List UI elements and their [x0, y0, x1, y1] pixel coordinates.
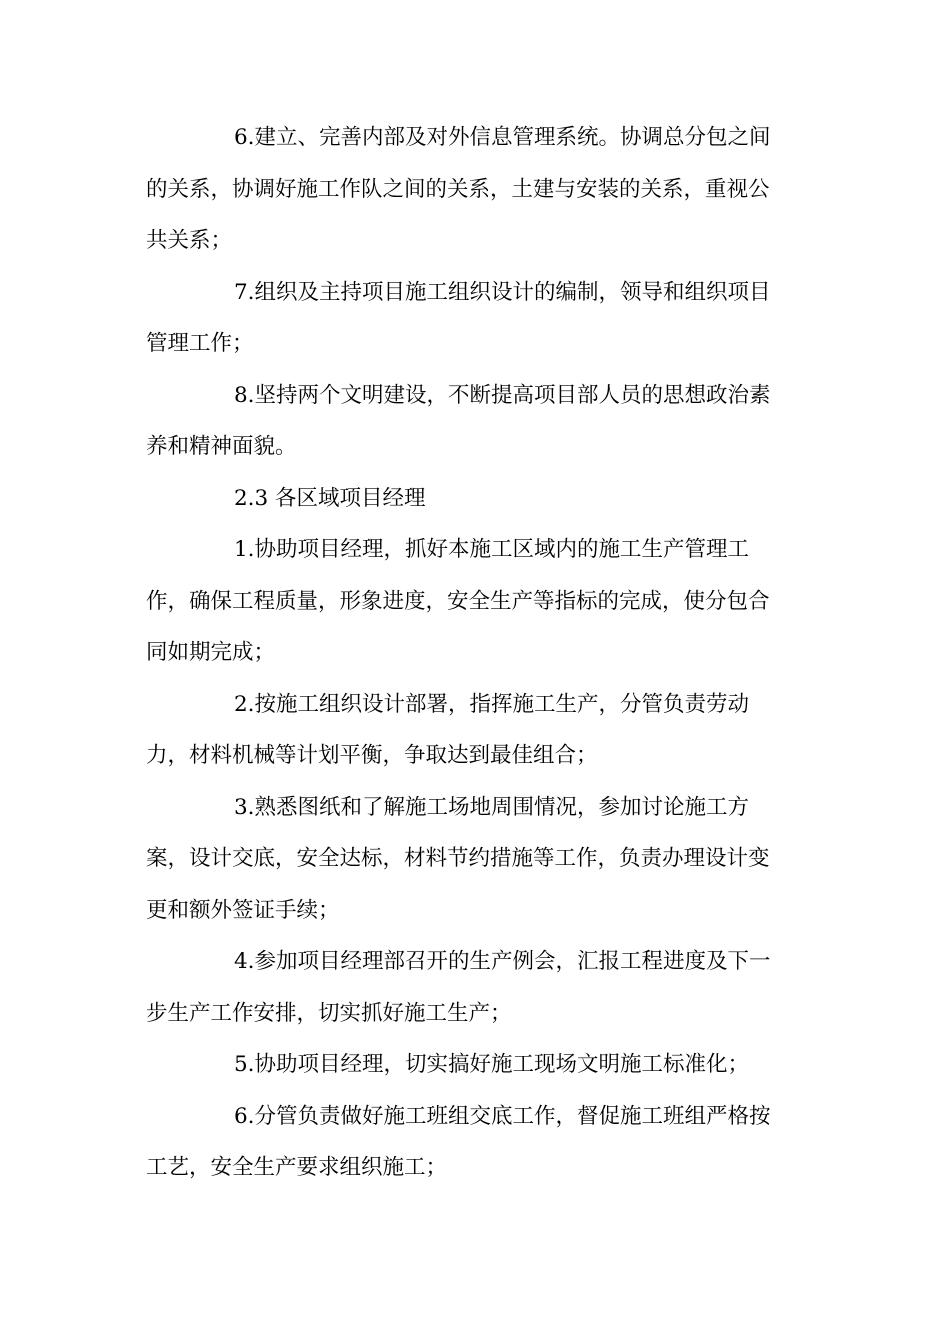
text-line: 同如期完成； — [146, 640, 276, 665]
text-line: 共关系； — [146, 228, 233, 253]
text-line: 5.协助项目经理，切实搞好施工现场文明施工标准化； — [234, 1052, 750, 1077]
text-line: 1.协助项目经理，抓好本施工区域内的施工生产管理工 — [234, 537, 750, 562]
text-line: 6.分管负责做好施工班组交底工作，督促施工班组严格按 — [234, 1103, 771, 1129]
text-line: 的关系，协调好施工作队之间的关系，土建与安装的关系，重视公 — [146, 176, 770, 202]
paragraph — [146, 782, 806, 937]
document-body — [146, 112, 806, 1194]
text-line: 养和精神面貌。 — [146, 434, 297, 459]
paragraph — [146, 679, 806, 782]
text-line: 更和额外签证手续； — [146, 897, 340, 923]
text-line: 管理工作； — [146, 331, 254, 356]
paragraph — [146, 1091, 806, 1194]
paragraph — [146, 370, 806, 473]
paragraph — [146, 112, 806, 267]
text-line: 7.组织及主持项目施工组织设计的编制，领导和组织项目 — [234, 279, 771, 305]
text-line: 8.坚持两个文明建设，不断提高项目部人员的思想政治素 — [234, 382, 771, 408]
text-line: 案，设计交底，安全达标，材料节约措施等工作，负责办理设计变 — [146, 846, 770, 871]
text-line: 3.熟悉图纸和了解施工场地周围情况，参加讨论施工方 — [234, 794, 750, 820]
text-line: 2.按施工组织设计部署，指挥施工生产，分管负责劳动 — [234, 691, 750, 717]
text-line: 工艺，安全生产要求组织施工； — [146, 1155, 448, 1180]
section-heading — [146, 473, 806, 525]
paragraph — [146, 267, 806, 370]
text-line: 4.参加项目经理部召开的生产例会，汇报工程进度及下一 — [234, 949, 771, 974]
text-line: 作，确保工程质量，形象进度，安全生产等指标的完成，使分包合 — [146, 588, 770, 614]
text-line: 力，材料机械等计划平衡，争取达到最佳组合； — [146, 743, 598, 768]
text-line: 6.建立、完善内部及对外信息管理系统。协调总分包之间 — [234, 125, 771, 150]
paragraph — [146, 936, 806, 1039]
paragraph — [146, 1039, 806, 1091]
paragraph — [146, 524, 806, 679]
text-line: 步生产工作安排，切实抓好施工生产； — [146, 1000, 512, 1026]
heading-text: 2.3 各区域项目经理 — [234, 485, 426, 511]
